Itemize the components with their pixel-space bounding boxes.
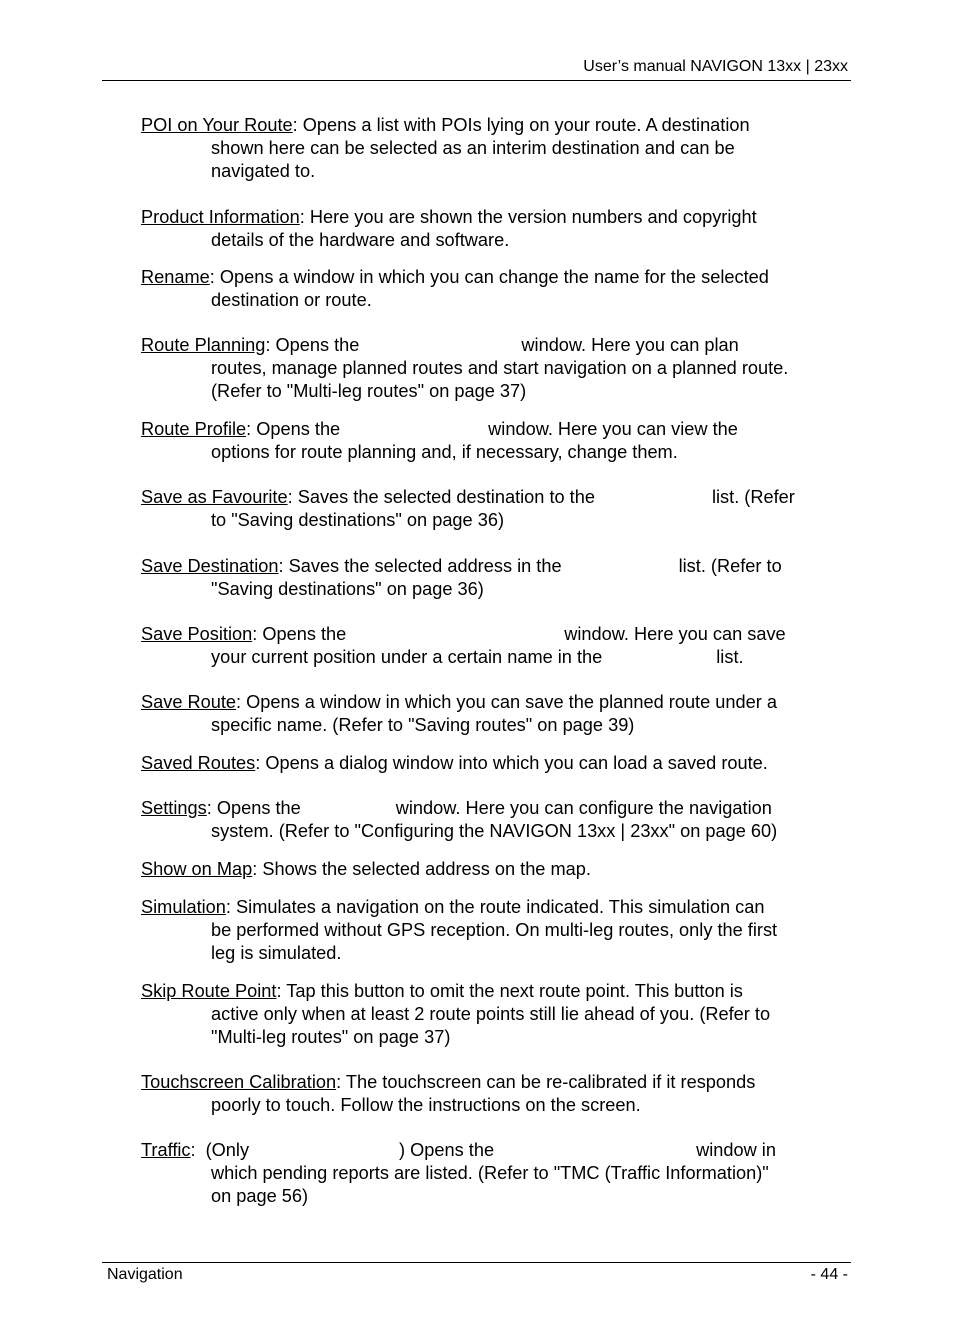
entry-text: : Opens the — [252, 624, 347, 644]
term-save-destination: Save Destination — [141, 556, 279, 576]
entry-saved-routes — [141, 752, 851, 775]
entry-text: routes, manage planned routes and start navigation on a planned route. — [211, 358, 789, 378]
entry-text: : Tap this button to omit the next route point. This button is — [276, 981, 743, 1001]
entry-text: : Opens the — [206, 798, 301, 818]
entry-text: options for route planning and, if necessary, change them. — [211, 442, 678, 462]
entry-text: : Opens a dialog window into which you can load a saved route. — [255, 753, 768, 773]
entry-text: window. Here you can view the — [488, 419, 738, 439]
entry-simulation — [141, 896, 851, 965]
entry-text: details of the hardware and software. — [211, 230, 510, 250]
entry-text: (Refer to "Multi-leg routes" on page 37) — [211, 381, 527, 401]
entry-text: : Simulates a navigation on the route indicated. This simulation can — [225, 897, 765, 917]
entry-text: shown here can be selected as an interim destination and can be — [211, 138, 735, 158]
entry-text: list. (Refer to — [678, 556, 782, 576]
term-saved-routes: Saved Routes — [141, 753, 256, 773]
term-settings: Settings — [141, 798, 207, 818]
entry-save-route — [141, 691, 851, 737]
entry-route-profile — [141, 418, 851, 464]
entry-text: leg is simulated. — [211, 943, 342, 963]
term-save-position: Save Position — [141, 624, 253, 644]
term-traffic: Traffic — [141, 1140, 191, 1160]
entry-text: ) Opens the — [399, 1140, 495, 1160]
entry-skip-route-point — [141, 980, 851, 1049]
entry-text: window in — [696, 1140, 776, 1160]
entry-rename — [141, 266, 851, 312]
term-skip-route-point: Skip Route Point — [141, 981, 277, 1001]
entry-text: list. — [716, 647, 744, 667]
entry-text: window. Here you can save — [564, 624, 786, 644]
entry-text: destination or route. — [211, 290, 372, 310]
term-simulation: Simulation — [141, 897, 226, 917]
term-save-route: Save Route — [141, 692, 237, 712]
entry-poi-on-your-route — [141, 114, 851, 183]
term-route-planning: Route Planning — [141, 335, 266, 355]
entry-text: (Only — [205, 1140, 250, 1160]
entry-save-as-favourite — [141, 486, 851, 532]
entry-text: poorly to touch. Follow the instructions on the screen. — [211, 1095, 641, 1115]
entry-settings — [141, 797, 851, 843]
term-rename: Rename — [141, 267, 210, 287]
entry-text: : — [190, 1140, 196, 1160]
term-poi-on-your-route: POI on Your Route — [141, 115, 293, 135]
entry-traffic — [141, 1139, 851, 1208]
page-number: - 44 - — [810, 1266, 848, 1283]
entry-text: : The touchscreen can be re-calibrated if it responds — [336, 1072, 756, 1092]
term-show-on-map: Show on Map — [141, 859, 253, 879]
entry-text: : Shows the selected address on the map. — [252, 859, 591, 879]
entry-text: : Saves the selected address in the — [278, 556, 562, 576]
entry-text: active only when at least 2 route points still lie ahead of you. (Refer to — [211, 1004, 771, 1024]
entry-touchscreen-calibration — [141, 1071, 851, 1117]
entry-text: : Opens the — [265, 335, 360, 355]
entry-text: system. (Refer to "Configuring the NAVIGON 13xx | 23xx" on page 60) — [211, 821, 778, 841]
entry-text: navigated to. — [211, 161, 316, 181]
entry-text: to "Saving destinations" on page 36) — [211, 510, 504, 530]
header-rule — [102, 80, 851, 81]
entry-text: on page 56) — [211, 1186, 309, 1206]
entry-text: specific name. (Refer to "Saving routes" on page 39) — [211, 715, 635, 735]
term-save-as-favourite: Save as Favourite — [141, 487, 288, 507]
entry-text: : Saves the selected destination to the — [287, 487, 595, 507]
entry-text: window. Here you can plan — [521, 335, 739, 355]
entry-product-information — [141, 206, 851, 252]
entry-text: list. (Refer — [711, 487, 795, 507]
entry-text: be performed without GPS reception. On multi-leg routes, only the first — [211, 920, 778, 940]
entry-text: your current position under a certain name in the — [211, 647, 603, 667]
entry-route-planning — [141, 334, 851, 403]
entry-save-destination — [141, 555, 851, 601]
entry-text: : Opens a window in which you can change the name for the selected — [209, 267, 769, 287]
term-product-information: Product Information — [141, 207, 300, 227]
entry-text: which pending reports are listed. (Refer to "TMC (Traffic Information)" — [211, 1163, 769, 1183]
entry-text: window. Here you can configure the navigation — [395, 798, 772, 818]
term-touchscreen-calibration: Touchscreen Calibration — [141, 1072, 337, 1092]
entry-text: : Opens a window in which you can save the planned route under a — [236, 692, 777, 712]
entry-text: : Opens a list with POIs lying on your route. A destination — [292, 115, 750, 135]
entry-show-on-map — [141, 858, 851, 881]
footer-section: Navigation — [107, 1266, 183, 1283]
entry-save-position — [141, 623, 851, 669]
entry-text: : Opens the — [246, 419, 341, 439]
entry-text: "Saving destinations" on page 36) — [211, 579, 484, 599]
entry-text: : Here you are shown the version numbers and copyright — [299, 207, 757, 227]
page-header-title: User’s manual NAVIGON 13xx | 23xx — [583, 58, 848, 75]
term-route-profile: Route Profile — [141, 419, 247, 439]
footer-rule — [102, 1262, 851, 1263]
entry-text: "Multi-leg routes" on page 37) — [211, 1027, 451, 1047]
